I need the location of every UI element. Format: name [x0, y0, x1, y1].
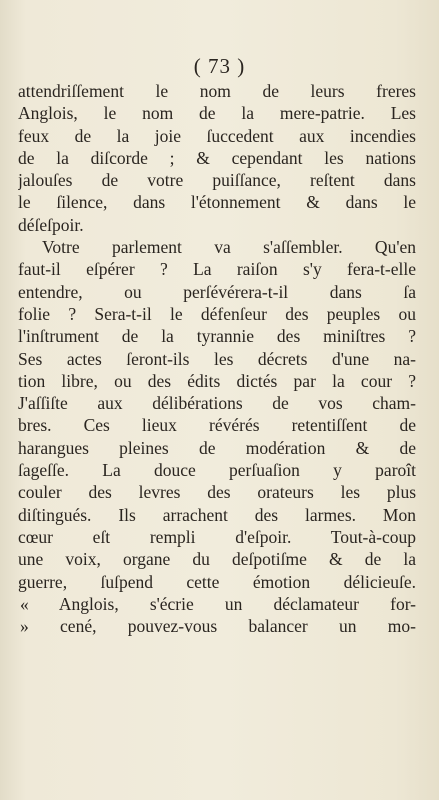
text-line: « Anglois, s'écrie un déclamateur for-: [20, 593, 416, 614]
text-line: l'inſtrument de la tyrannie des miniſtres ?: [18, 326, 416, 347]
text-line: diſtingués. Ils arrachent des larmes. Mon: [18, 504, 416, 525]
text-line: J'aſſiſte aux délibérations de vos cham-: [18, 393, 416, 414]
page-number: ( 73 ): [193, 54, 246, 78]
text-line: Votre parlement va s'aſſembler. Qu'en: [42, 237, 416, 258]
body-text: [18, 80, 416, 637]
text-line: une voix, organe du deſpotiſme & de la: [18, 549, 416, 570]
text-line: feux de la joie ſuccedent aux incendies: [18, 125, 416, 146]
text-line: » cené, pouvez-vous balancer un mo-: [20, 616, 416, 637]
text-line: le ſilence, dans l'étonnement & dans le: [18, 192, 416, 213]
text-line: faut-il eſpérer ? La raiſon s'y fera-t-elle: [18, 259, 416, 280]
text-line: folie ? Sera-t-il le défenſeur des peuples ou: [18, 303, 416, 324]
text-line: entendre, ou perſévérera-t-il dans ſa: [18, 281, 416, 302]
text-line: Anglois, le nom de la mere-patrie. Les: [18, 103, 416, 124]
text-line: Ses actes ſeront-ils les décrets d'une na-: [18, 348, 416, 369]
text-line: cœur eſt rempli d'eſpoir. Tout-à-coup: [18, 526, 416, 547]
text-line: déſeſpoir.: [18, 214, 84, 235]
text-line: guerre, ſuſpend cette émotion délicieuſe.: [18, 571, 416, 592]
text-line: harangues pleines de modération & de: [18, 437, 416, 458]
text-line: couler des levres des orateurs les plus: [18, 482, 416, 503]
text-line: attendriſſement le nom de leurs freres: [18, 81, 416, 101]
text-line: de la diſcorde ; & cependant les nations: [18, 147, 416, 168]
text-line: jalouſes de votre puiſſance, reſtent dans: [18, 170, 416, 191]
text-line: tion libre, ou des édits dictés par la cour ?: [18, 370, 416, 391]
text-line: ſageſſe. La douce perſuaſion y paroît: [18, 460, 416, 481]
text-line: bres. Ces lieux révérés retentiſſent de: [18, 415, 416, 436]
